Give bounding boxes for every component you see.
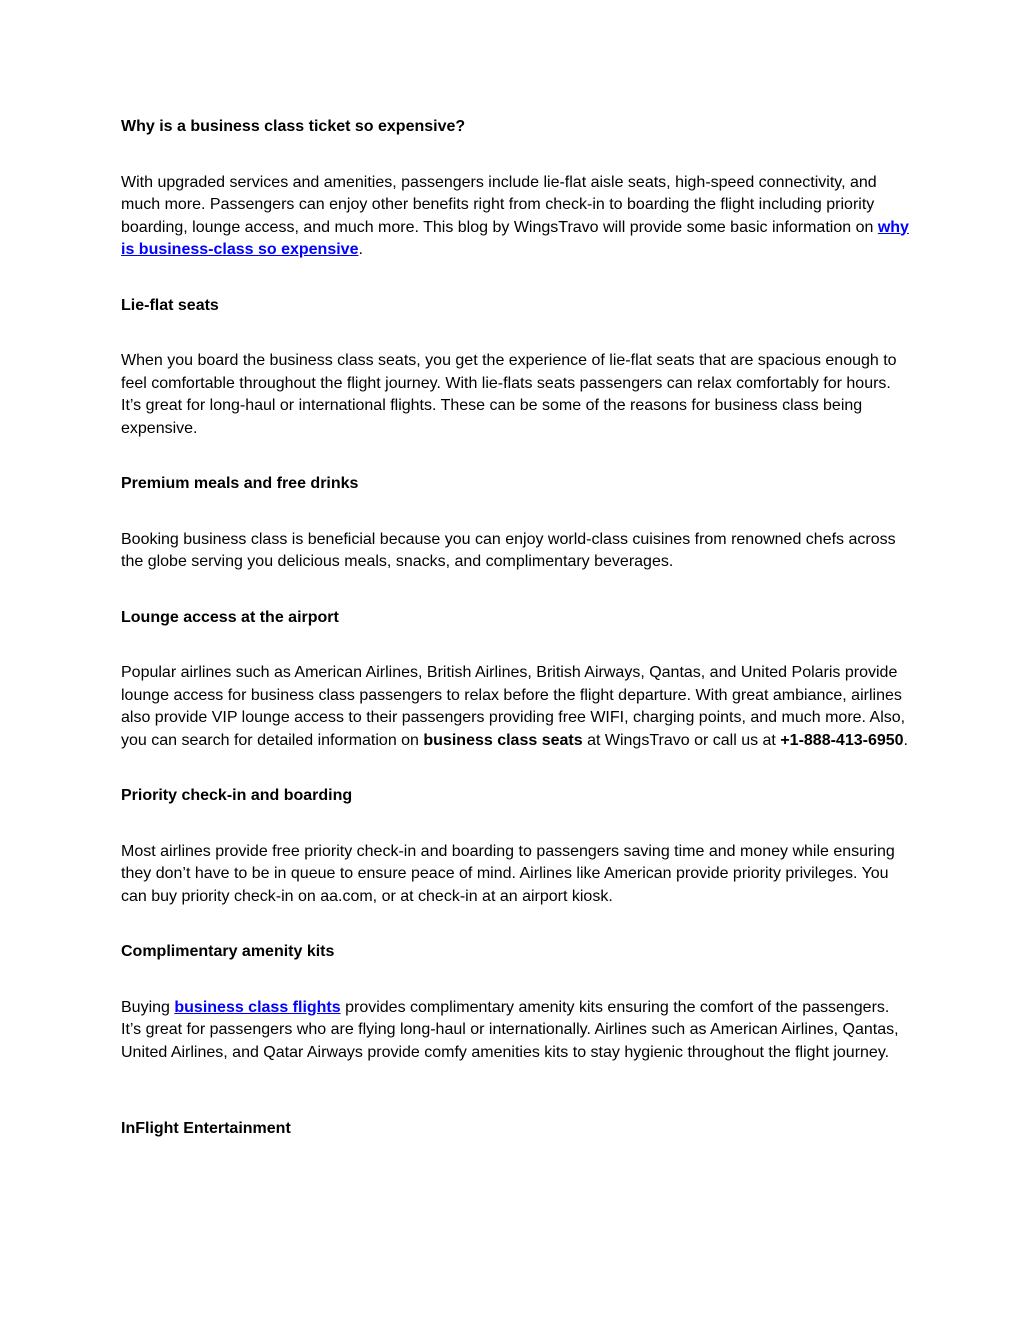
paragraph-text: With upgraded services and amenities, passengers include lie-flat aisle seats, high-speed connectivity, and much more. Passengers can enjoy other benefits right from check-in to boarding the flight including priority boarding, lounge access, and much more. This blog by WingsTravo will provide some basic information on xyxy=(121,173,878,236)
section-heading: Priority check-in and boarding xyxy=(121,787,353,804)
document-page xyxy=(121,116,911,1141)
phone-number: +1-888-413-6950 xyxy=(780,731,904,749)
paragraph-text: . xyxy=(903,731,908,749)
section-paragraph xyxy=(121,172,911,262)
business-class-expensive-link[interactable]: why is business-class so expensive xyxy=(121,218,909,258)
section-heading: Why is a business class ticket so expensive? xyxy=(121,118,466,135)
paragraph-text: . xyxy=(358,241,363,258)
section-heading: Premium meals and free drinks xyxy=(121,475,359,492)
business-class-flights-link[interactable]: business class flights xyxy=(174,998,341,1016)
paragraph-text: provides complimentary amenity kits ensuring the comfort of the passengers. It’s great for passengers who are flying long-haul or internationally. Airlines such as American Airlines, Qantas, United Airlines, and Qatar Airways provide comfy amenities kits to stay hygienic throughout the flight journey. xyxy=(121,998,899,1061)
section-heading: Lounge access at the airport xyxy=(121,608,339,626)
section-paragraph xyxy=(121,997,911,1065)
section-paragraph: Most airlines provide free priority check-in and boarding to passengers saving time and money while ensuring they don’t have to be in queue to ensure peace of mind. Airlines like American provide priority privileges. You can buy priority check-in on aa.com, or at check-in at an airport kiosk. xyxy=(121,842,895,905)
section-paragraph: When you board the business class seats, you get the experience of lie-flat seats that are spacious enough to feel comfortable throughout the flight journey. With lie-flats seats passengers can relax comfortably for hours. It’s great for long-haul or international flights. These can be some of the reasons for business class being expensive. xyxy=(121,352,897,437)
paragraph-text: Popular airlines such as American Airlines, British Airlines, British Airways, Qantas, and United Polaris provide lounge access for business class passengers to relax before the flight departure. With great ambiance, airlines also provide VIP lounge access to their passengers providing free WIFI, charging points, and much more. Also, you can search for detailed information on xyxy=(121,664,906,749)
section-heading: Complimentary amenity kits xyxy=(121,943,335,960)
section-paragraph: Booking business class is beneficial because you can enjoy world-class cuisines from renowned chefs across the globe serving you delicious meals, snacks, and complimentary beverages. xyxy=(121,530,896,570)
section-heading: Lie-flat seats xyxy=(121,296,219,314)
section-heading: InFlight Entertainment xyxy=(121,1120,291,1137)
paragraph-text: at WingsTravo or call us at xyxy=(582,731,781,749)
bold-phrase: business class seats xyxy=(423,731,583,749)
section-paragraph xyxy=(121,662,911,752)
paragraph-text: Buying xyxy=(121,998,175,1016)
